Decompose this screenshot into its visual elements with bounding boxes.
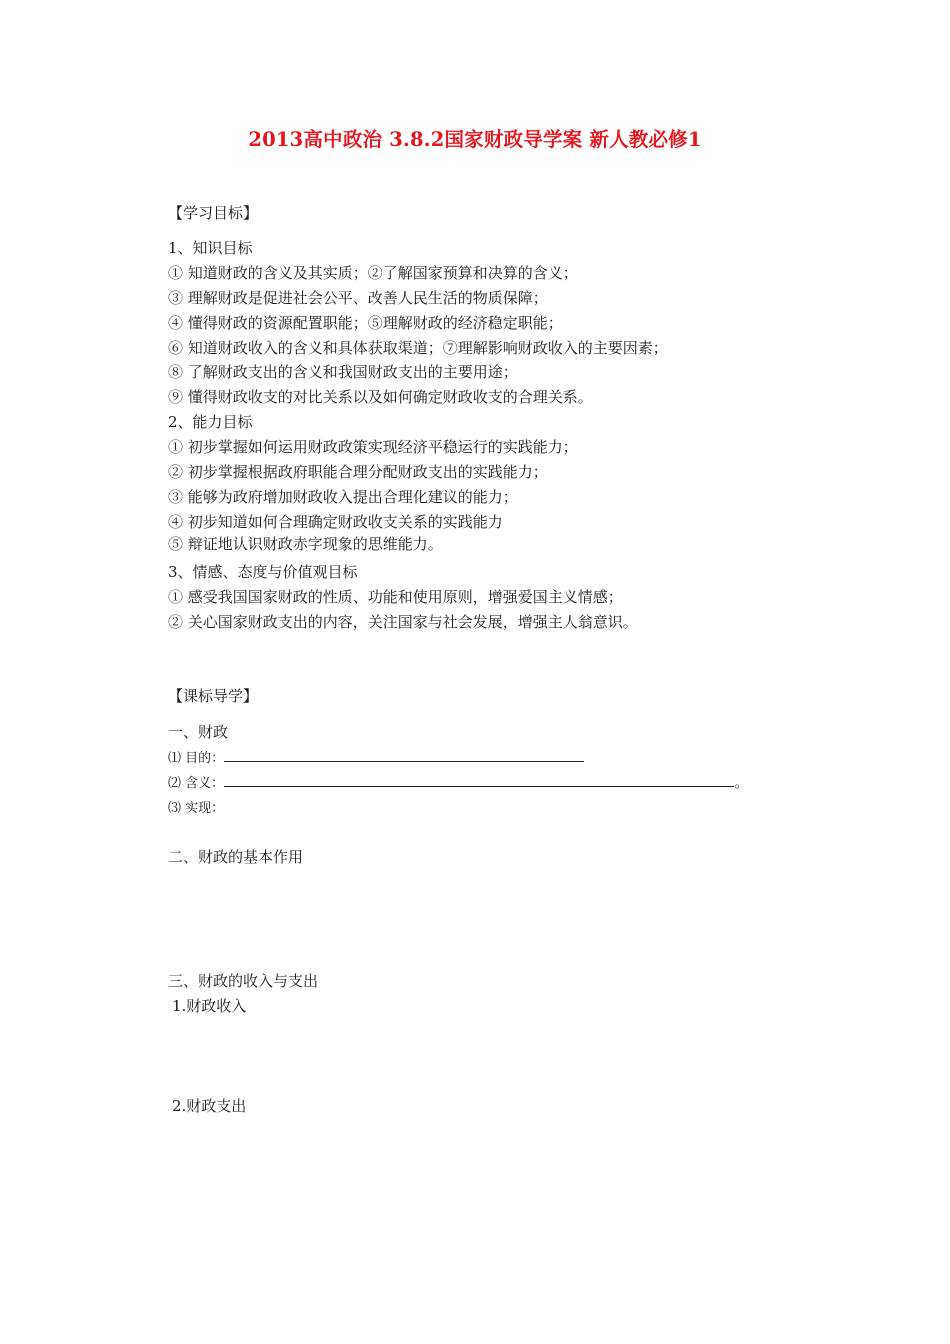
ability-item: ④ 初步知道如何合理确定财政收支关系的实践能力 bbox=[168, 513, 503, 531]
knowledge-item: ① 知道财政的含义及其实质；②了解国家预算和决算的含义； bbox=[168, 264, 578, 282]
section-heading-curriculum-guide: 【课标导学】 bbox=[168, 687, 259, 705]
knowledge-item: ④ 懂得财政的资源配置职能；⑤理解财政的经济稳定职能； bbox=[168, 314, 563, 332]
knowledge-goals-heading: 1、知识目标 bbox=[168, 239, 253, 257]
fill-in-meaning bbox=[168, 772, 749, 794]
ability-goals-heading: 2、能力目标 bbox=[168, 413, 253, 431]
realize-label: ⑶ 实现： bbox=[168, 801, 225, 816]
knowledge-item: ⑥ 知道财政收入的含义和具体获取渠道；⑦理解影响财政收入的主要因素； bbox=[168, 339, 668, 357]
ability-item: ⑤ 辩证地认识财政赤字现象的思维能力。 bbox=[168, 535, 443, 553]
knowledge-item: ⑨ 懂得财政收支的对比关系以及如何确定财政收支的合理关系。 bbox=[168, 388, 593, 406]
part-heading-income-expenditure: 三、财政的收入与支出 bbox=[168, 972, 319, 990]
purpose-blank-line[interactable] bbox=[224, 747, 584, 762]
subheading-fiscal-income: 1.财政收入 bbox=[172, 997, 247, 1015]
ability-item: ② 初步掌握根据政府职能合理分配财政支出的实践能力； bbox=[168, 463, 548, 481]
meaning-label: ⑵ 含义： bbox=[168, 776, 225, 791]
part-heading-basic-role: 二、财政的基本作用 bbox=[168, 848, 304, 866]
emotion-goals-heading: 3、情感、态度与价值观目标 bbox=[168, 563, 358, 581]
subheading-fiscal-expenditure: 2.财政支出 bbox=[172, 1097, 247, 1115]
ability-item: ③ 能够为政府增加财政收入提出合理化建议的能力； bbox=[168, 488, 518, 506]
knowledge-item: ③ 理解财政是促进社会公平、改善人民生活的物质保障； bbox=[168, 289, 548, 307]
ability-item: ① 初步掌握如何运用财政政策实现经济平稳运行的实践能力； bbox=[168, 438, 578, 456]
emotion-item: ② 关心国家财政支出的内容，关注国家与社会发展，增强主人翁意识。 bbox=[168, 613, 638, 631]
meaning-end-mark: 。 bbox=[734, 773, 750, 791]
fill-in-realize bbox=[168, 797, 224, 819]
meaning-blank-line[interactable] bbox=[224, 772, 734, 787]
page-title: 2013高中政治 3.8.2国家财政导学案 新人教必修1 bbox=[248, 128, 702, 151]
part-heading-finance: 一、财政 bbox=[168, 723, 229, 741]
fill-in-purpose bbox=[168, 747, 584, 769]
knowledge-item: ⑧ 了解财政支出的含义和我国财政支出的主要用途； bbox=[168, 363, 518, 381]
section-heading-learning-goals: 【学习目标】 bbox=[168, 204, 259, 222]
emotion-item: ① 感受我国国家财政的性质、功能和使用原则，增强爱国主义情感； bbox=[168, 588, 623, 606]
purpose-label: ⑴ 目的： bbox=[168, 751, 225, 766]
